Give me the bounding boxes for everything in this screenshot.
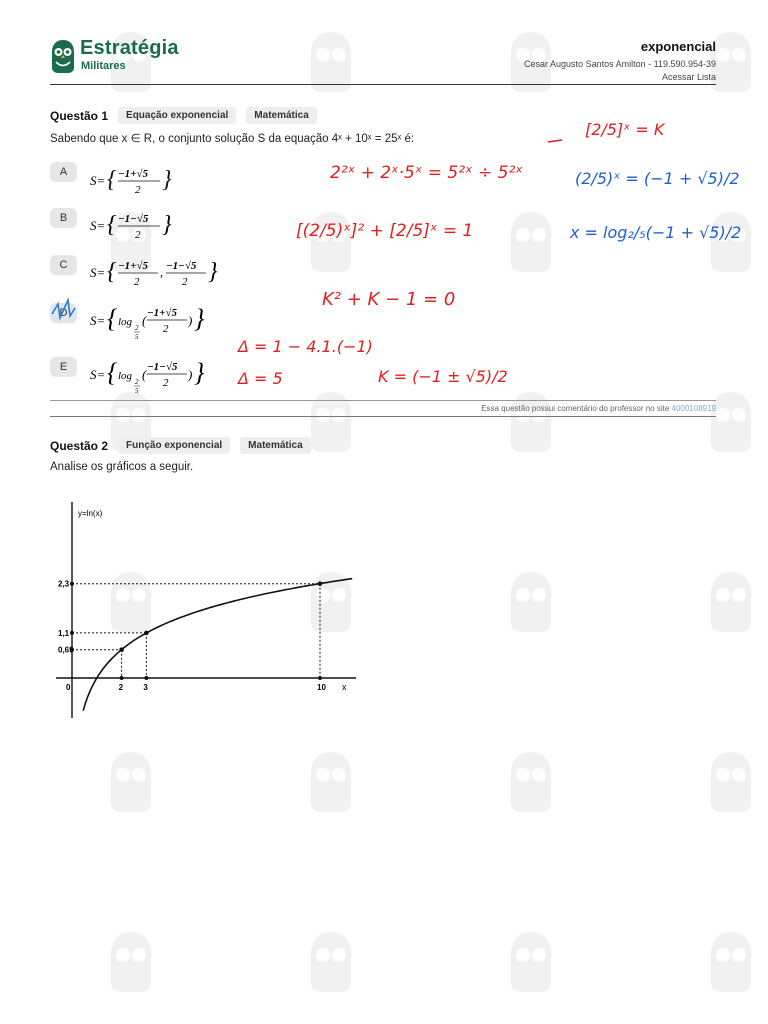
x-tick-marker xyxy=(144,676,148,680)
watermark-owl-icon xyxy=(708,930,754,994)
svg-text:S=: S= xyxy=(90,173,106,188)
svg-text:S=: S= xyxy=(90,313,106,328)
svg-text:}: } xyxy=(162,167,172,193)
tag-topic[interactable]: Equação exponencial xyxy=(118,107,236,124)
annotation-blue-2: x = log₂/₅(−1 + √5)/2 xyxy=(570,223,742,242)
note-text: Essa questão possui comentário do professor no site xyxy=(481,404,672,413)
annotation-line-1: 2²ˣ + 2ˣ·5ˣ = 5²ˣ ÷ 5²ˣ xyxy=(330,163,523,183)
watermark-owl-icon xyxy=(508,930,554,994)
x-tick-label: 2 xyxy=(118,683,124,692)
owl-logo-icon xyxy=(50,38,76,74)
option-d-button[interactable]: D xyxy=(50,303,77,323)
option-c-formula xyxy=(90,254,230,292)
annotation-line-5: Δ = 5 xyxy=(238,369,283,388)
question-divider xyxy=(50,416,716,417)
ln-function-graph xyxy=(56,498,366,720)
option-a-expression xyxy=(90,162,180,204)
option-d-expression xyxy=(90,300,210,348)
x-axis-label: x xyxy=(342,682,347,692)
watermark-owl-icon xyxy=(508,210,554,274)
y-axis-label: y=ln(x) xyxy=(78,509,103,518)
svg-text:}: } xyxy=(208,259,218,285)
svg-text:,: , xyxy=(160,265,163,279)
watermark-owl-icon xyxy=(308,210,354,274)
svg-text:−1−√5: −1−√5 xyxy=(147,361,178,373)
y-tick-marker xyxy=(70,582,74,586)
annotation-line-4: Δ = 1 − 4.1.(−1) xyxy=(238,337,373,356)
annotation-substitution: [2/5]ˣ = K xyxy=(585,120,665,139)
option-e-expression xyxy=(90,354,210,402)
svg-text:{: { xyxy=(107,259,117,285)
svg-text:−1+√5: −1+√5 xyxy=(147,307,177,319)
option-c-expression xyxy=(90,254,230,296)
annotation-blue-1: (2/5)ˣ = (−1 + √5)/2 xyxy=(575,169,740,188)
question-1-header xyxy=(50,107,317,124)
x-tick-label: 0 xyxy=(66,683,71,692)
annotation-line-6: K = (−1 ± √5)/2 xyxy=(378,367,508,386)
data-point xyxy=(119,647,124,652)
x-tick-label: 10 xyxy=(317,683,326,692)
watermark-owl-icon xyxy=(708,570,754,634)
watermark-owl-icon xyxy=(708,750,754,814)
svg-text:S=: S= xyxy=(90,367,106,382)
svg-text:log: log xyxy=(118,370,133,382)
x-tick-marker xyxy=(318,676,322,680)
professor-comment-note xyxy=(481,404,716,413)
svg-text:5: 5 xyxy=(135,333,139,341)
svg-text:2: 2 xyxy=(135,324,139,332)
question-2-text: Analise os gráficos a seguir. xyxy=(50,461,194,473)
watermark-owl-icon xyxy=(508,570,554,634)
option-d-formula xyxy=(90,300,210,344)
watermark-owl-icon xyxy=(108,750,154,814)
svg-text:2: 2 xyxy=(135,229,141,241)
brand-subtitle: Militares xyxy=(81,60,126,72)
watermark-owl-icon xyxy=(108,930,154,994)
watermark-owl-icon xyxy=(708,210,754,274)
annotation-line-2: [(2/5)ˣ]² + [2/5]ˣ = 1 xyxy=(296,221,474,241)
option-a-button[interactable]: A xyxy=(50,162,77,182)
question-id-link[interactable]: 4000108919 xyxy=(671,404,716,413)
user-info: Cesar Augusto Santos Amilton - 119.590.954-39 xyxy=(524,59,716,69)
tag-topic[interactable]: Função exponencial xyxy=(118,437,230,454)
svg-text:log: log xyxy=(118,316,133,328)
question-2-header xyxy=(50,437,311,454)
svg-text:−1+√5: −1+√5 xyxy=(118,168,148,180)
access-list-link[interactable]: Acessar Lista xyxy=(661,72,716,82)
option-e-formula xyxy=(90,354,210,398)
checkmark-scribble-icon xyxy=(48,296,78,326)
svg-text:}: } xyxy=(194,358,205,387)
data-point xyxy=(144,631,149,636)
svg-text:(: ( xyxy=(142,313,147,328)
brand-name: Estratégia xyxy=(80,37,179,59)
svg-text:−1−√5: −1−√5 xyxy=(118,213,149,225)
x-tick-marker xyxy=(120,676,124,680)
svg-text:S=: S= xyxy=(90,265,106,280)
option-c-button[interactable]: C xyxy=(50,255,77,275)
watermark-owl-icon xyxy=(508,750,554,814)
annotation-stroke xyxy=(548,140,562,142)
option-b-button[interactable]: B xyxy=(50,208,77,228)
svg-text:(: ( xyxy=(142,367,147,382)
svg-text:2: 2 xyxy=(182,276,188,288)
svg-text:{: { xyxy=(107,167,117,193)
svg-text:{: { xyxy=(107,304,118,333)
brand-logo xyxy=(50,36,250,80)
question-number: Questão 1 xyxy=(50,108,109,123)
svg-text:−1−√5: −1−√5 xyxy=(166,260,197,272)
annotation-line-3: K² + K − 1 = 0 xyxy=(322,289,456,310)
svg-text:2: 2 xyxy=(135,378,139,386)
header-info xyxy=(524,36,716,82)
question-number: Questão 2 xyxy=(50,438,109,453)
x-tick-label: 3 xyxy=(143,683,148,692)
svg-text:2: 2 xyxy=(163,377,169,389)
page-header xyxy=(50,36,716,85)
ln-curve xyxy=(83,579,352,711)
data-point xyxy=(318,581,323,586)
option-b-expression xyxy=(90,207,180,249)
y-tick-marker xyxy=(70,631,74,635)
svg-text:{: { xyxy=(107,358,118,387)
y-tick-label: 1,1 xyxy=(58,628,70,638)
document-title: exponencial xyxy=(640,39,716,54)
svg-text:): ) xyxy=(188,367,193,382)
option-e-button[interactable]: E xyxy=(50,357,77,377)
y-tick-label: 2,3 xyxy=(58,579,70,589)
tag-subject[interactable]: Matemática xyxy=(246,107,316,124)
svg-text:): ) xyxy=(188,313,193,328)
svg-text:{: { xyxy=(107,212,117,238)
watermark-owl-icon xyxy=(308,750,354,814)
svg-text:2: 2 xyxy=(134,276,140,288)
option-b-formula xyxy=(90,207,180,245)
y-tick-label: 0,69 xyxy=(58,645,74,655)
svg-text:}: } xyxy=(194,304,205,333)
tag-subject[interactable]: Matemática xyxy=(240,437,310,454)
svg-text:2: 2 xyxy=(163,323,169,335)
question-1-text: Sabendo que x ∈ R, o conjunto solução S da equação 4ˣ + 10ˣ = 25ˣ é: xyxy=(50,133,415,145)
svg-text:5: 5 xyxy=(135,387,139,395)
divider-short xyxy=(50,400,716,401)
svg-text:S=: S= xyxy=(90,218,106,233)
watermark-owl-icon xyxy=(308,930,354,994)
svg-text:−1+√5: −1+√5 xyxy=(118,260,148,272)
svg-text:2: 2 xyxy=(135,184,141,196)
svg-text:}: } xyxy=(162,212,172,238)
option-a-formula xyxy=(90,162,180,200)
